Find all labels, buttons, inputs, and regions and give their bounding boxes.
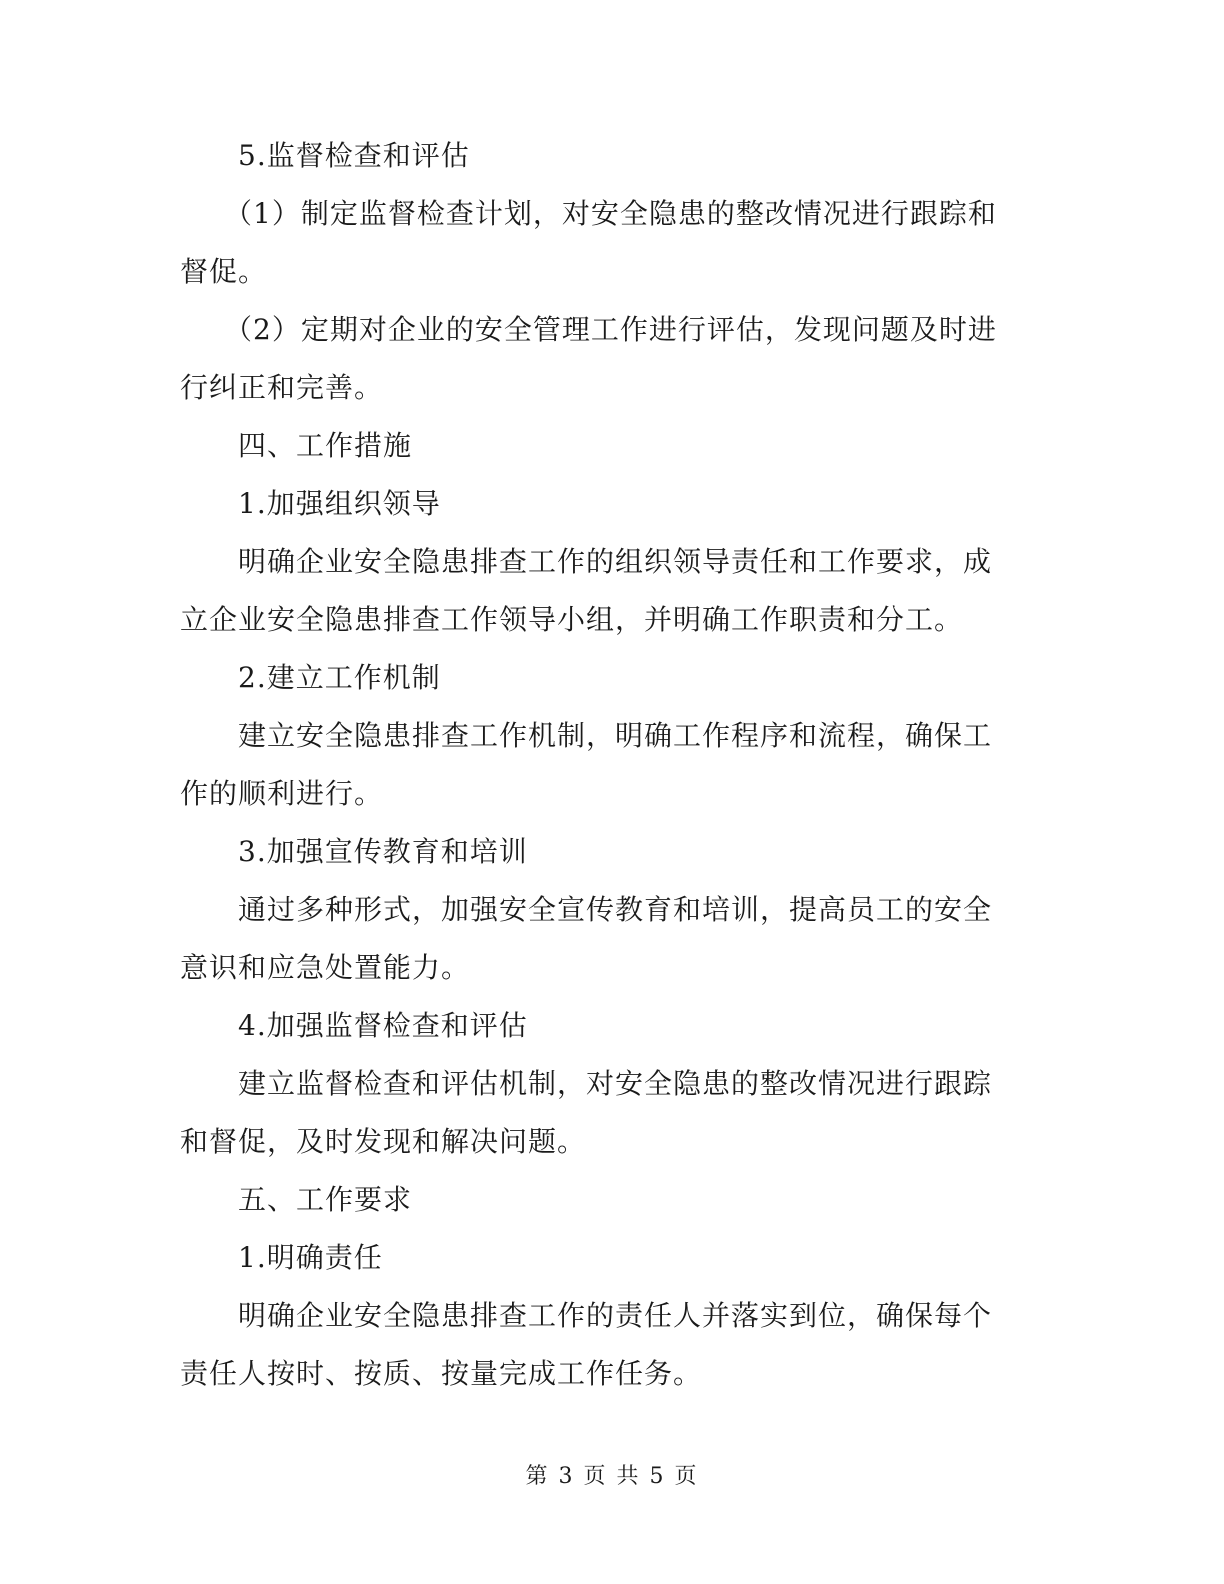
text-line: 1.明确责任 [238, 1241, 383, 1274]
text-line: 立企业安全隐患排查工作领导小组，并明确工作职责和分工。 [180, 603, 964, 636]
text-line: 行纠正和完善。 [180, 371, 384, 404]
section-heading [180, 649, 1030, 707]
text-line: 意识和应急处置能力。 [180, 951, 471, 984]
text-line: 和督促，及时发现和解决问题。 [180, 1125, 587, 1158]
body-paragraph [180, 533, 1030, 649]
body-paragraph [180, 1287, 1030, 1403]
document-body [180, 127, 1030, 1403]
section-heading [180, 997, 1030, 1055]
text-line: 建立监督检查和评估机制，对安全隐患的整改情况进行跟踪 [238, 1067, 993, 1100]
text-line: 5.监督检查和评估 [238, 139, 470, 172]
text-line: 责任人按时、按质、按量完成工作任务。 [180, 1357, 703, 1390]
text-line: （1）制定监督检查计划，对安全隐患的整改情况进行跟踪和 [224, 197, 997, 230]
text-line: 明确企业安全隐患排查工作的责任人并落实到位，确保每个 [238, 1299, 993, 1332]
page-number-footer: 第 3 页 共 5 页 [525, 1464, 699, 1489]
text-line: 五、工作要求 [238, 1183, 413, 1216]
text-line: 四、工作措施 [238, 429, 413, 462]
section-heading [180, 1171, 1030, 1229]
body-paragraph [180, 881, 1030, 997]
section-heading [180, 417, 1030, 475]
text-line: 1.加强组织领导 [238, 487, 441, 520]
text-line: 建立安全隐患排查工作机制，明确工作程序和流程，确保工 [238, 719, 993, 752]
text-line: 作的顺利进行。 [180, 777, 384, 810]
text-line: 通过多种形式，加强安全宣传教育和培训，提高员工的安全 [238, 893, 993, 926]
section-heading [180, 475, 1030, 533]
body-paragraph [180, 1055, 1030, 1171]
text-line: 明确企业安全隐患排查工作的组织领导责任和工作要求，成 [238, 545, 993, 578]
body-paragraph [180, 301, 1030, 417]
text-line: 督促。 [180, 255, 268, 288]
body-paragraph [180, 185, 1030, 301]
section-heading [180, 1229, 1030, 1287]
section-heading [180, 823, 1030, 881]
text-line: 2.建立工作机制 [238, 661, 441, 694]
text-line: 4.加强监督检查和评估 [238, 1009, 528, 1042]
section-heading [180, 127, 1030, 185]
text-line: 3.加强宣传教育和培训 [238, 835, 528, 868]
body-paragraph [180, 707, 1030, 823]
text-line: （2）定期对企业的安全管理工作进行评估，发现问题及时进 [224, 313, 997, 346]
